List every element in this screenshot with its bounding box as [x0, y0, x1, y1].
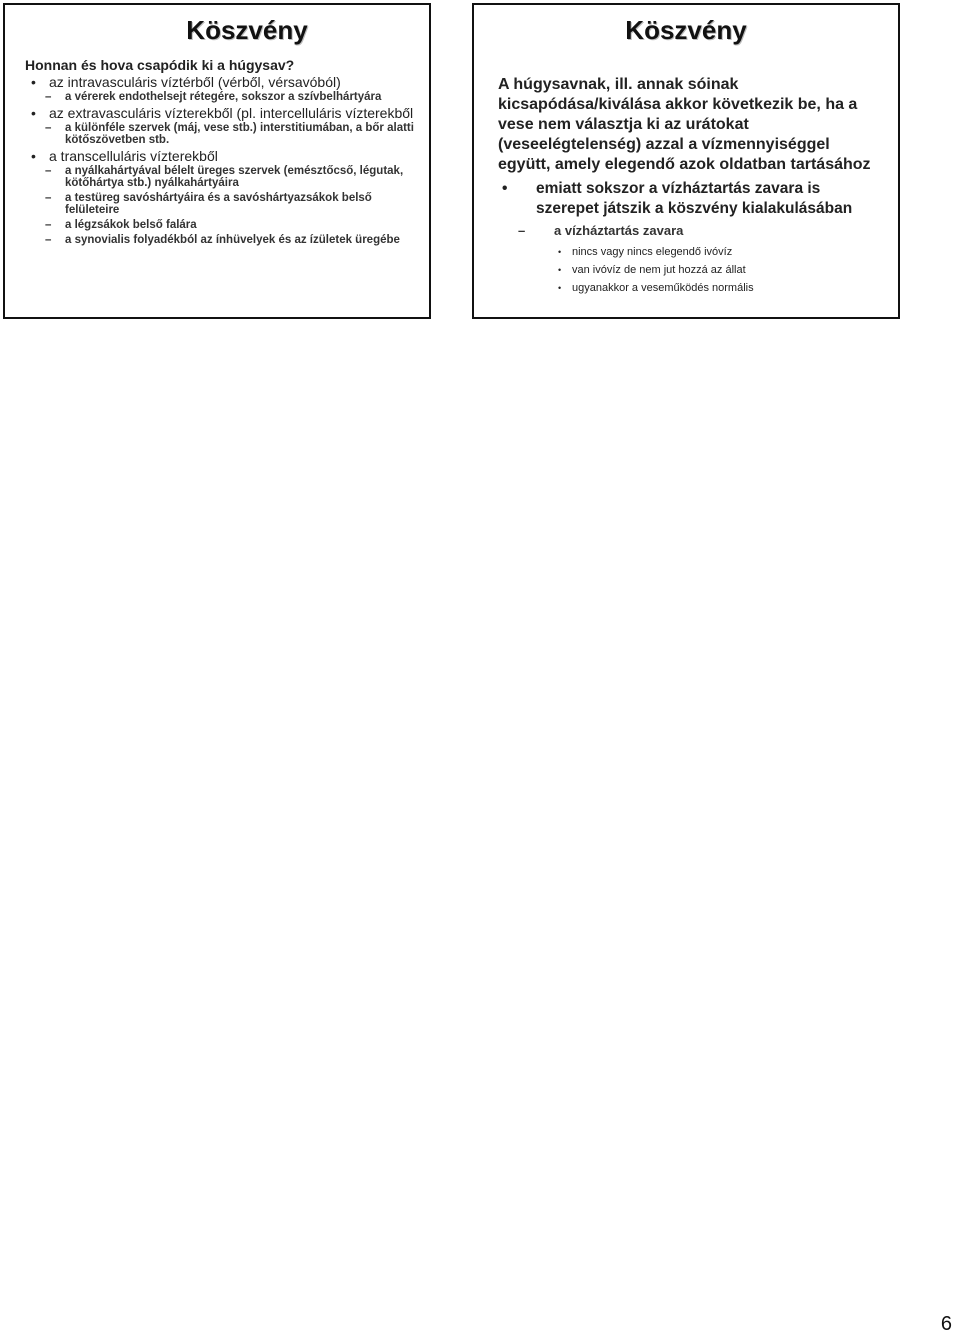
slide-content — [25, 57, 419, 249]
sub-sub-bullet-text: ugyanakkor a veseműködés normális — [572, 282, 754, 294]
bullet-item — [498, 179, 884, 219]
sub-bullet-item — [25, 192, 419, 216]
bullet-icon: • — [558, 283, 562, 293]
dash-icon: – — [45, 219, 52, 231]
bullet-icon: • — [502, 180, 508, 197]
bullet-icon: • — [558, 247, 562, 257]
dash-icon: – — [518, 223, 526, 238]
sub-bullet-item — [25, 122, 419, 146]
sub-bullet-item — [25, 219, 419, 231]
bullet-icon: • — [31, 74, 36, 90]
bullet-text: a transcelluláris vízterekből — [49, 148, 218, 164]
bullet-text: az extravasculáris vízterekből (pl. intercelluláris vízterekből — [49, 105, 414, 121]
slide-title: Köszvény — [186, 15, 308, 45]
sub-sub-bullet-text: van ivóvíz de nem jut hozzá az állat — [572, 264, 746, 276]
sub-bullet-item — [25, 234, 419, 246]
sub-bullet-text: a vérerek endothelsejt rétegére, sokszor a szívbelhártyára — [65, 91, 382, 103]
sub-bullet-text: a vízháztartás zavara — [554, 223, 684, 238]
sub-bullet-item — [25, 165, 419, 189]
bullet-item — [25, 75, 419, 90]
slide-lead: A húgysavnak, ill. annak sóinak kicsapódása/kiválása akkor következik be, ha a vese nem választja ki az urátokat (veseelégtelenség) azzal a vízmennyiséggel együtt, amely elegendő azok oldatban tartásához — [498, 76, 871, 173]
slide-right — [472, 3, 900, 319]
sub-bullet-text: a synovialis folyadékból az ínhüvelyek és az ízületek üregébe — [65, 234, 400, 246]
slide-left — [3, 3, 431, 319]
sub-bullet-text: a légzsákok belső falára — [65, 219, 197, 231]
sub-bullet-text: a testüreg savóshártyáira és a savóshártyazsákok belső felületeire — [65, 192, 372, 216]
sub-bullet-text: a különféle szervek (máj, vese stb.) interstitiumában, a bőr alatti kötőszövetben stb. — [65, 122, 414, 146]
slide-lead: Honnan és hova csapódik ki a húgysav? — [25, 57, 295, 73]
dash-icon: – — [45, 234, 52, 246]
sub-sub-bullet-item — [498, 281, 884, 295]
slide-content — [498, 75, 884, 299]
bullet-icon: • — [31, 105, 36, 121]
bullet-item — [25, 149, 419, 164]
bullet-item — [25, 106, 419, 121]
sub-bullet-text: a nyálkahártyával bélelt üreges szervek (emésztőcső, légutak, kötőhártya stb.) nyálkahártyáira — [65, 165, 404, 189]
bullet-text: emiatt sokszor a vízháztartás zavara is szerepet játszik a köszvény kialakulásában — [536, 180, 853, 217]
sub-sub-bullet-item — [498, 263, 884, 277]
bullet-text: az intravasculáris víztérből (vérből, vérsavóból) — [49, 74, 341, 90]
page-number: 6 — [940, 1313, 952, 1335]
sub-sub-bullet-item — [498, 245, 884, 259]
dash-icon: – — [45, 192, 52, 204]
dash-icon: – — [45, 91, 52, 103]
dash-icon: – — [45, 122, 52, 134]
slide-title: Köszvény — [625, 15, 747, 45]
sub-sub-bullet-text: nincs vagy nincs elegendő ivóvíz — [572, 246, 733, 258]
bullet-icon: • — [558, 265, 562, 275]
dash-icon: – — [45, 165, 52, 177]
sub-bullet-item — [25, 91, 419, 103]
bullet-icon: • — [31, 148, 36, 164]
sub-bullet-item — [498, 223, 884, 239]
